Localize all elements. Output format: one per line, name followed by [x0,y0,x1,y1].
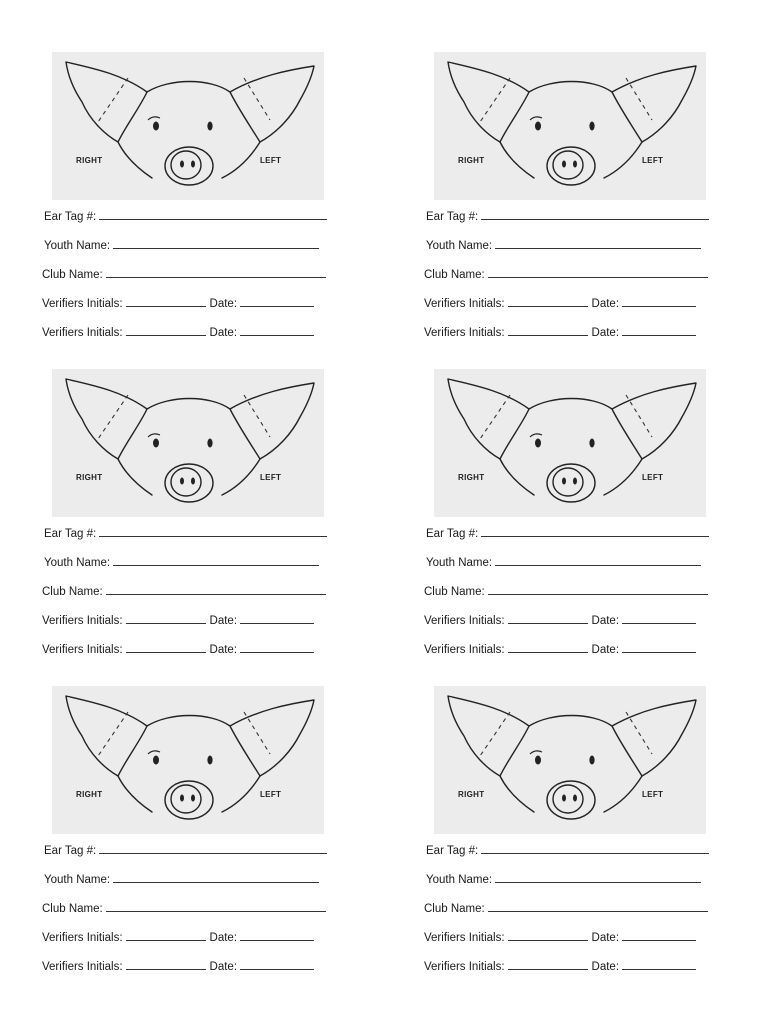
verifier-row-1 [424,927,716,945]
right-ear-label: RIGHT [76,156,103,165]
date-line[interactable] [240,322,314,336]
ear-tag-field [426,206,718,224]
youth-name-field [426,869,718,887]
verifier-initials-line[interactable] [126,639,206,653]
verifier-initials-line[interactable] [508,927,588,941]
left-ear-label: LEFT [260,156,282,165]
date-line[interactable] [240,293,314,307]
verifier-initials-label: Verifiers Initials: [42,615,123,627]
verifier-initials-line[interactable] [126,956,206,970]
youth-name-field [44,869,336,887]
field-label: Youth Name: [426,557,493,569]
ear-tag-field [44,840,336,858]
left-ear-label: LEFT [260,790,282,799]
fill-in-line[interactable] [481,840,709,854]
fill-in-line[interactable] [113,869,319,883]
verifier-row-1 [42,927,334,945]
club-name-field [424,264,716,282]
date-line[interactable] [622,927,696,941]
right-ear-label: RIGHT [458,790,485,799]
verifier-initials-label: Verifiers Initials: [42,327,123,339]
verifier-initials-label: Verifiers Initials: [424,961,505,973]
ear-tag-field [44,523,336,541]
youth-name-field [426,235,718,253]
date-line[interactable] [240,610,314,624]
date-line[interactable] [622,956,696,970]
right-ear-label: RIGHT [458,156,485,165]
verifier-initials-line[interactable] [126,322,206,336]
verifier-initials-label: Verifiers Initials: [42,298,123,310]
date-label: Date: [591,961,620,973]
pig-illustration [434,686,706,834]
pig-ear-tag-card [424,361,724,661]
field-label: Ear Tag #: [44,845,97,857]
pig-face-drawing [52,369,324,517]
left-ear-label: LEFT [642,156,664,165]
verifier-row-1 [424,610,716,628]
field-label: Club Name: [424,269,485,281]
fill-in-line[interactable] [113,235,319,249]
left-ear-label: LEFT [260,473,282,482]
date-line[interactable] [622,322,696,336]
verifier-row-1 [42,293,334,311]
verifier-row-2 [424,322,716,340]
field-label: Youth Name: [426,874,493,886]
verifier-initials-line[interactable] [126,927,206,941]
date-label: Date: [209,932,238,944]
verifier-initials-line[interactable] [508,322,588,336]
date-label: Date: [591,298,620,310]
fill-in-line[interactable] [99,206,327,220]
fill-in-line[interactable] [481,206,709,220]
fill-in-line[interactable] [495,235,701,249]
verifier-initials-line[interactable] [508,293,588,307]
verifier-row-1 [424,293,716,311]
verifier-initials-label: Verifiers Initials: [424,615,505,627]
fill-in-line[interactable] [488,898,708,912]
pig-ear-tag-card [424,44,724,344]
pig-illustration [52,686,324,834]
fill-in-line[interactable] [99,523,327,537]
verifier-row-2 [42,956,334,974]
verifier-initials-label: Verifiers Initials: [424,644,505,656]
verifier-initials-label: Verifiers Initials: [424,327,505,339]
club-name-field [42,898,334,916]
youth-name-field [44,552,336,570]
fill-in-line[interactable] [481,523,709,537]
club-name-field [42,581,334,599]
verifier-initials-line[interactable] [508,610,588,624]
field-label: Ear Tag #: [44,528,97,540]
pig-face-drawing [434,369,706,517]
date-line[interactable] [622,610,696,624]
fill-in-line[interactable] [495,552,701,566]
verifier-row-1 [42,610,334,628]
verifier-initials-label: Verifiers Initials: [42,932,123,944]
field-label: Club Name: [42,586,103,598]
verifier-row-2 [42,639,334,657]
pig-face-drawing [434,686,706,834]
ear-tag-field [426,523,718,541]
verifier-initials-line[interactable] [508,639,588,653]
fill-in-line[interactable] [488,264,708,278]
pig-illustration [434,369,706,517]
date-line[interactable] [240,639,314,653]
verifier-row-2 [424,956,716,974]
ear-tag-field [426,840,718,858]
field-label: Ear Tag #: [426,528,479,540]
pig-illustration [52,369,324,517]
club-name-field [424,898,716,916]
field-label: Ear Tag #: [44,211,97,223]
field-label: Ear Tag #: [426,211,479,223]
verifier-initials-line[interactable] [126,610,206,624]
field-label: Club Name: [42,269,103,281]
date-line[interactable] [622,639,696,653]
pig-ear-tag-card [42,678,342,978]
verifier-initials-line[interactable] [508,956,588,970]
date-line[interactable] [240,927,314,941]
pig-face-drawing [434,52,706,200]
field-label: Youth Name: [44,874,111,886]
pig-ear-tag-card [424,678,724,978]
pig-ear-tag-card [42,44,342,344]
field-label: Club Name: [42,903,103,915]
right-ear-label: RIGHT [458,473,485,482]
verifier-row-2 [424,639,716,657]
fill-in-line[interactable] [106,264,326,278]
fill-in-line[interactable] [99,840,327,854]
right-ear-label: RIGHT [76,790,103,799]
club-name-field [42,264,334,282]
date-label: Date: [591,615,620,627]
club-name-field [424,581,716,599]
date-label: Date: [591,327,620,339]
field-label: Club Name: [424,586,485,598]
date-label: Date: [591,932,620,944]
field-label: Youth Name: [44,557,111,569]
date-label: Date: [591,644,620,656]
pig-illustration [52,52,324,200]
verifier-initials-label: Verifiers Initials: [424,298,505,310]
left-ear-label: LEFT [642,790,664,799]
fill-in-line[interactable] [488,581,708,595]
date-label: Date: [209,961,238,973]
fill-in-line[interactable] [106,581,326,595]
fill-in-line[interactable] [495,869,701,883]
verifier-row-2 [42,322,334,340]
left-ear-label: LEFT [642,473,664,482]
youth-name-field [44,235,336,253]
fill-in-line[interactable] [113,552,319,566]
ear-tag-field [44,206,336,224]
verifier-initials-line[interactable] [126,293,206,307]
field-label: Youth Name: [426,240,493,252]
verifier-initials-label: Verifiers Initials: [424,932,505,944]
date-label: Date: [209,615,238,627]
date-label: Date: [209,298,238,310]
date-line[interactable] [622,293,696,307]
field-label: Youth Name: [44,240,111,252]
date-line[interactable] [240,956,314,970]
youth-name-field [426,552,718,570]
fill-in-line[interactable] [106,898,326,912]
date-label: Date: [209,327,238,339]
date-label: Date: [209,644,238,656]
pig-face-drawing [52,52,324,200]
verifier-initials-label: Verifiers Initials: [42,644,123,656]
pig-face-drawing [52,686,324,834]
pig-ear-tag-card [42,361,342,661]
pig-illustration [434,52,706,200]
right-ear-label: RIGHT [76,473,103,482]
field-label: Ear Tag #: [426,845,479,857]
verifier-initials-label: Verifiers Initials: [42,961,123,973]
field-label: Club Name: [424,903,485,915]
